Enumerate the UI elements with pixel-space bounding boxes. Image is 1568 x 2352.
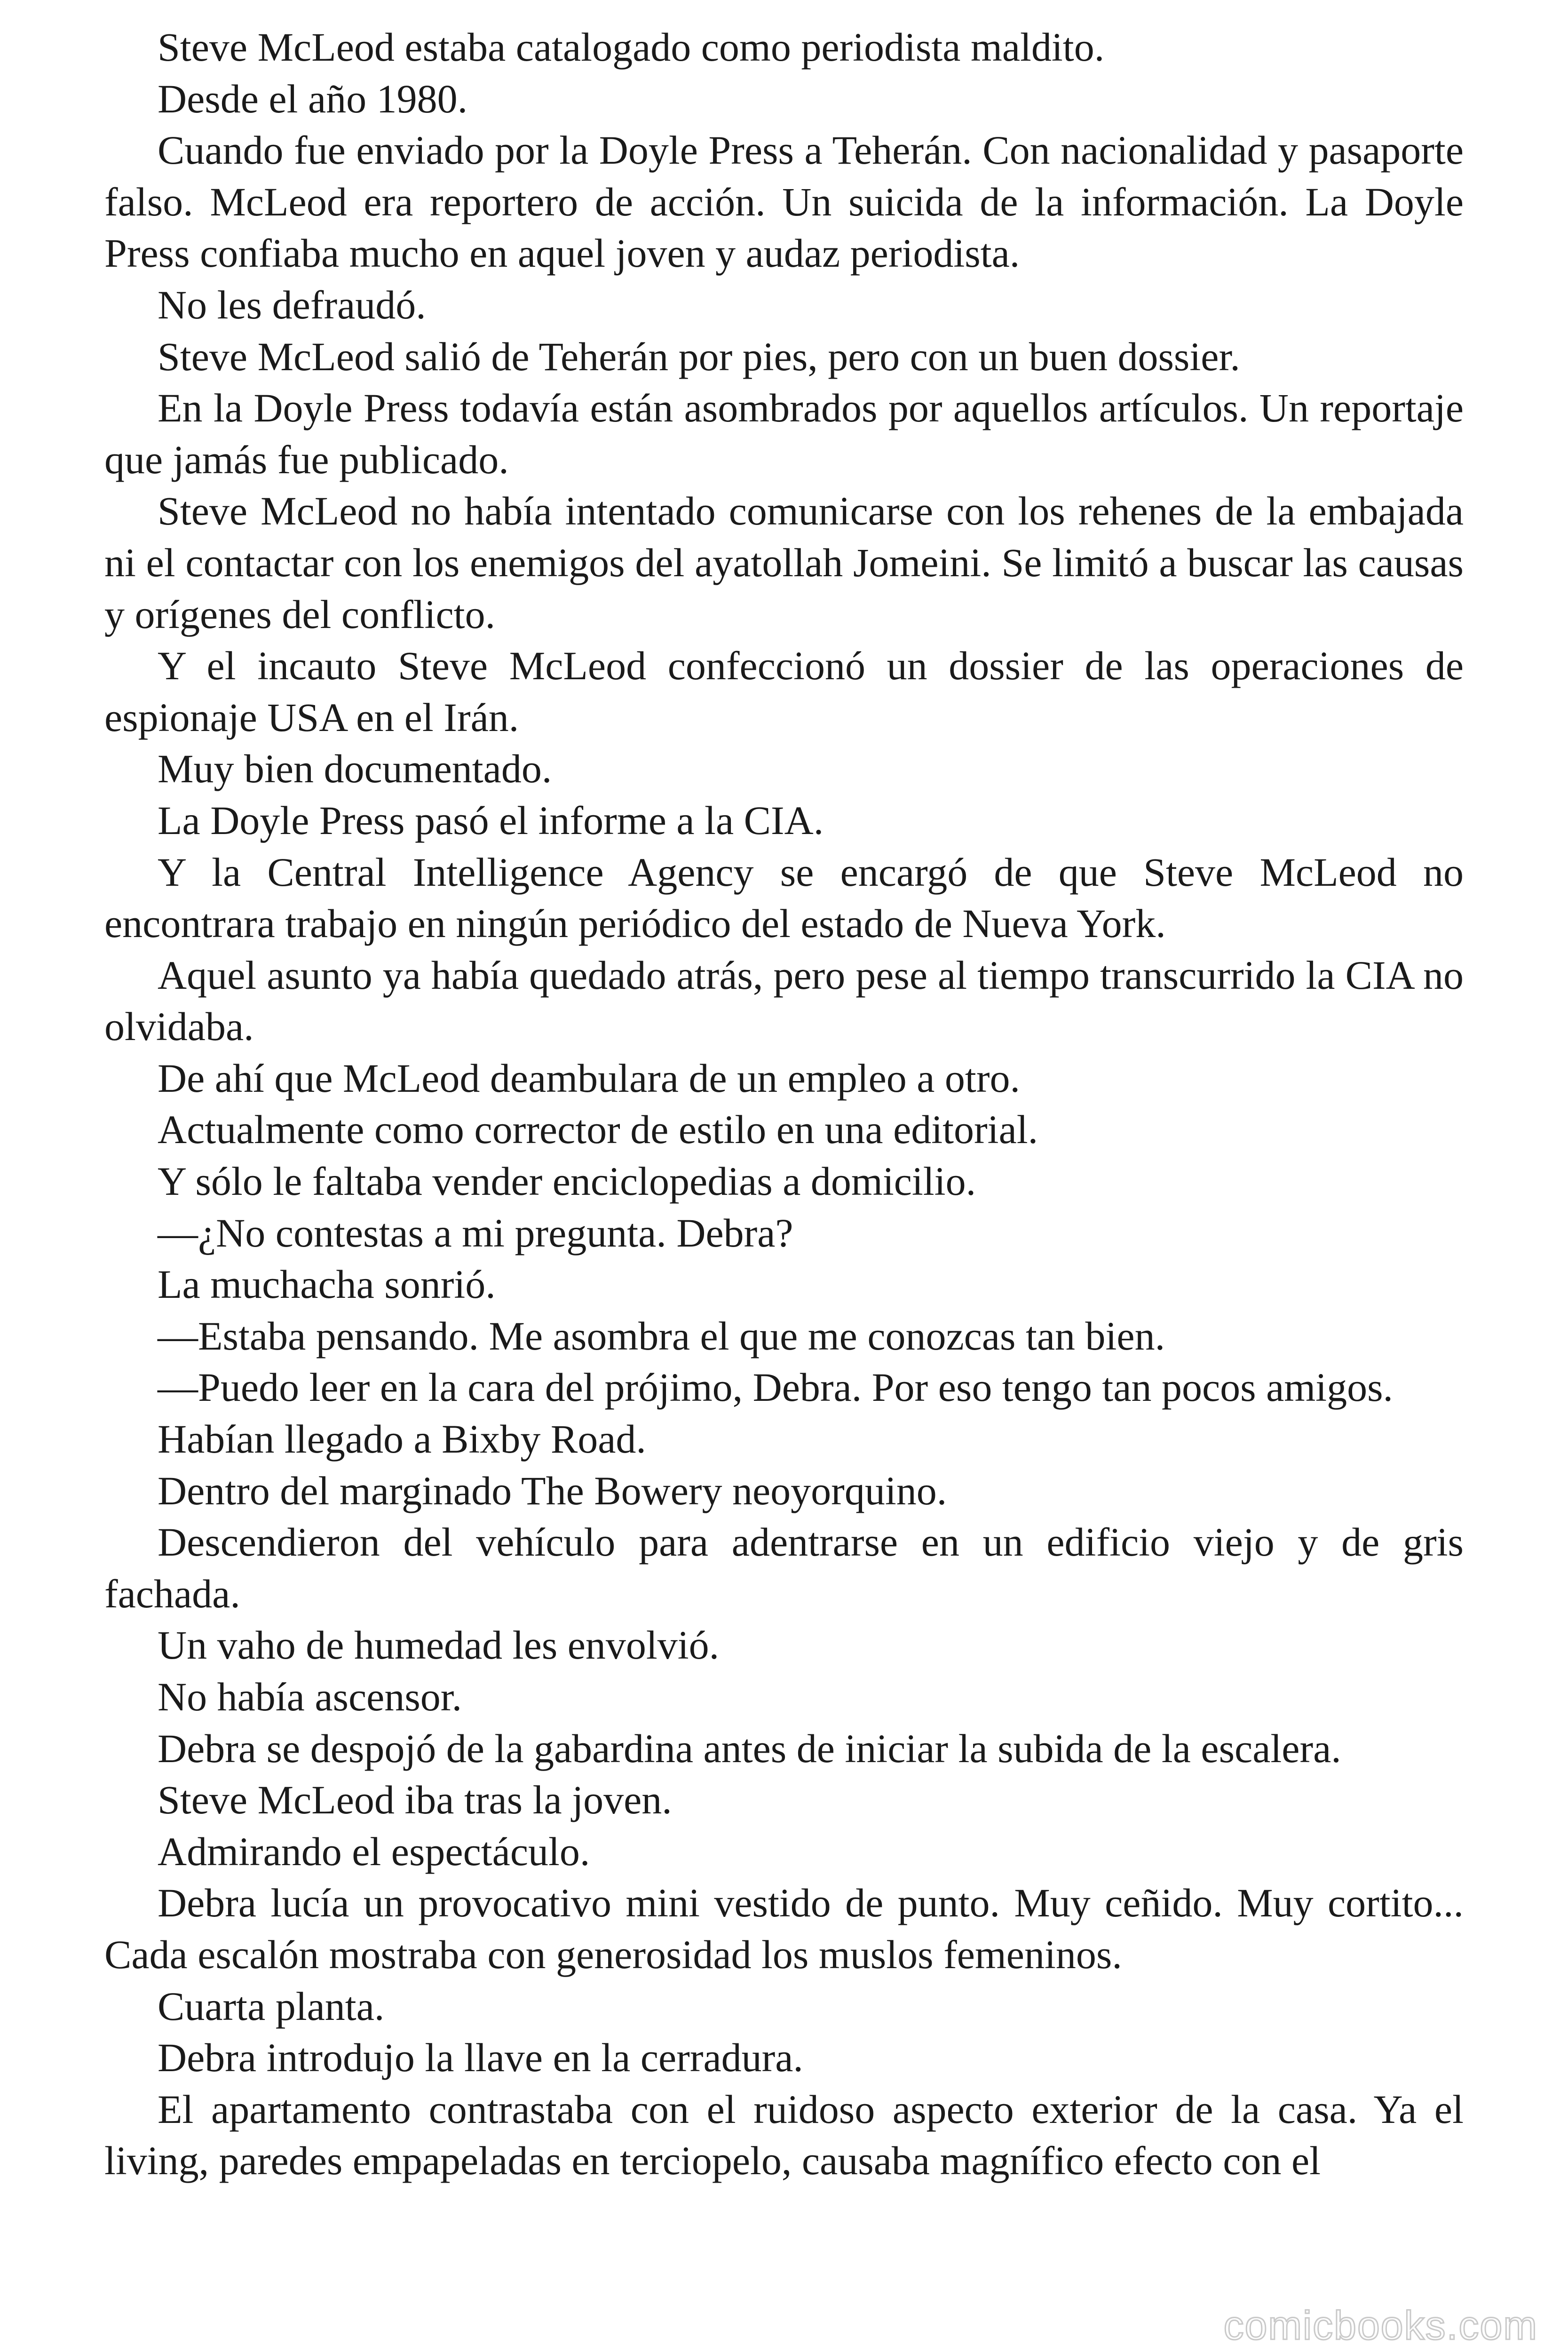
paragraph: Steve McLeod salió de Teherán por pies, pero con un buen dossier.	[158, 334, 1240, 379]
paragraph: —¿No contestas a mi pregunta. Debra?	[158, 1210, 793, 1255]
paragraph: Y el incauto Steve McLeod confeccionó un dossier de las operaciones de espionaje USA en el Irán.	[104, 643, 1464, 740]
paragraph: La muchacha sonrió.	[158, 1262, 496, 1307]
paragraph: —Estaba pensando. Me asombra el que me conozcas tan bien.	[158, 1313, 1165, 1359]
paragraph: Dentro del marginado The Bowery neoyorquino.	[158, 1468, 947, 1513]
paragraph: Muy bien documentado.	[158, 746, 552, 792]
document-body	[104, 22, 1464, 2187]
paragraph: Admirando el espectáculo.	[158, 1828, 590, 1874]
paragraph: Debra lucía un provocativo mini vestido de punto. Muy ceñido. Muy cortito... Cada escalón mostraba con generosidad los muslos femeninos.	[104, 1880, 1464, 1977]
paragraph: Steve McLeod iba tras la joven.	[158, 1777, 672, 1823]
paragraph: El apartamento contrastaba con el ruidoso aspecto exterior de la casa. Ya el living, paredes empapeladas en terciopelo, causaba magnífico efecto con el	[104, 2086, 1464, 2184]
paragraph: Aquel asunto ya había quedado atrás, pero pese al tiempo transcurrido la CIA no olvidaba.	[104, 952, 1464, 1049]
paragraph: Cuando fue enviado por la Doyle Press a Teherán. Con nacionalidad y pasaporte falso. McLeod era reportero de acción. Un suicida de la información. La Doyle Press confiaba mucho en aquel joven y audaz periodista.	[104, 127, 1464, 276]
paragraph: No había ascensor.	[158, 1674, 462, 1719]
paragraph: —Puedo leer en la cara del prójimo, Debra. Por eso tengo tan pocos amigos.	[158, 1365, 1394, 1410]
paragraph: Y la Central Intelligence Agency se encargó de que Steve McLeod no encontrara trabajo en ningún periódico del estado de Nueva York.	[104, 849, 1464, 946]
paragraph: En la Doyle Press todavía están asombrados por aquellos artículos. Un reportaje que jamás fue publicado.	[104, 385, 1464, 482]
paragraph: Y sólo le faltaba vender enciclopedias a domicilio.	[158, 1159, 976, 1204]
watermark: comicbooks.com	[1223, 2303, 1538, 2348]
paragraph: Debra se despojó de la gabardina antes de iniciar la subida de la escalera.	[158, 1725, 1341, 1771]
paragraph: Debra introdujo la llave en la cerradura.	[158, 2035, 803, 2081]
paragraph: Habían llegado a Bixby Road.	[158, 1416, 646, 1462]
paragraph: Actualmente como corrector de estilo en una editorial.	[158, 1107, 1038, 1152]
paragraph: Desde el año 1980.	[158, 76, 468, 121]
paragraph: La Doyle Press pasó el informe a la CIA.	[158, 797, 824, 843]
paragraph: Steve McLeod estaba catalogado como periodista maldito.	[158, 24, 1105, 70]
paragraph: No les defraudó.	[158, 282, 426, 327]
paragraph: Steve McLeod no había intentado comunicarse con los rehenes de la embajada ni el contactar con los enemigos del ayatollah Jomeini. Se limitó a buscar las causas y orígenes del conflicto.	[104, 488, 1464, 637]
paragraph: Un vaho de humedad les envolvió.	[158, 1622, 720, 1668]
paragraph: Cuarta planta.	[158, 1983, 385, 2029]
paragraph: Descendieron del vehículo para adentrarse en un edificio viejo y de gris fachada.	[104, 1519, 1464, 1616]
paragraph: De ahí que McLeod deambulara de un empleo a otro.	[158, 1055, 1020, 1101]
